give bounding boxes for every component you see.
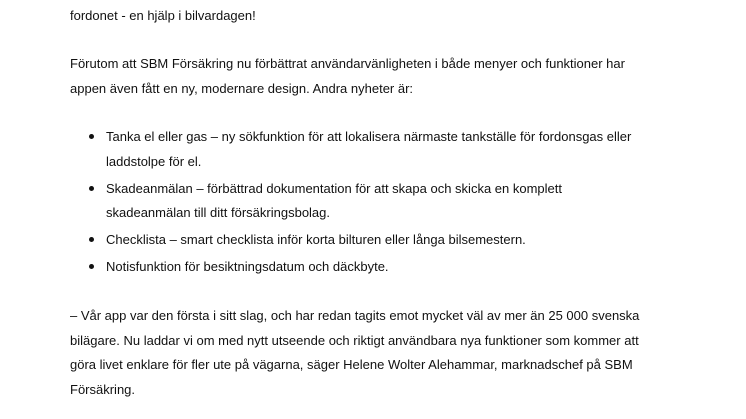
text-line: laddstolpe för el. <box>106 153 202 169</box>
text-line: fordonet - en hjälp i bilvardagen! <box>70 8 256 23</box>
paragraph-quote <box>70 304 639 402</box>
bullet-icon <box>89 186 94 191</box>
text-line: skadeanmälan till ditt försäkringsbolag. <box>106 205 331 220</box>
text-line: Checklista – smart checklista inför korta bilturen eller långa bilsemestern. <box>106 232 526 247</box>
bullet-list <box>70 125 631 282</box>
text-line: Skadeanmälan – förbättrad dokumentation för att skapa och skicka en komplett <box>106 180 562 196</box>
bullet-item-damage-report <box>70 177 631 226</box>
text-line: Försäkring. <box>70 381 136 397</box>
text-line: – Vår app var den första i sitt slag, och har redan tagits emot mycket väl av mer än 25 000 svenska <box>70 308 640 323</box>
text-line: Tanka el eller gas – ny sökfunktion för att lokalisera närmaste tankställe för fordonsgas eller <box>106 129 632 144</box>
text-line: bilägare. Nu laddar vi om med nytt utseende och riktigt användbara nya funktioner som kommer att <box>70 332 639 348</box>
bullet-icon <box>89 237 94 242</box>
paragraph-intro <box>70 52 625 101</box>
bullet-item-fuel <box>70 125 631 174</box>
text-line: appen även fått en ny, modernare design. Andra nyheter är: <box>70 80 414 96</box>
text-line: Förutom att SBM Försäkring nu förbättrat användarvänligheten i både menyer och funktioner har <box>70 56 625 71</box>
paragraph-first <box>70 4 256 29</box>
bullet-item-checklist <box>70 228 631 253</box>
bullet-item-notifications <box>70 255 631 280</box>
bullet-icon <box>89 264 94 269</box>
bullet-icon <box>89 134 94 139</box>
text-line: Notisfunktion för besiktningsdatum och däckbyte. <box>106 259 389 274</box>
text-line: göra livet enklare för fler ute på vägarna, säger Helene Wolter Alehammar, marknadschef på SBM <box>70 357 633 372</box>
